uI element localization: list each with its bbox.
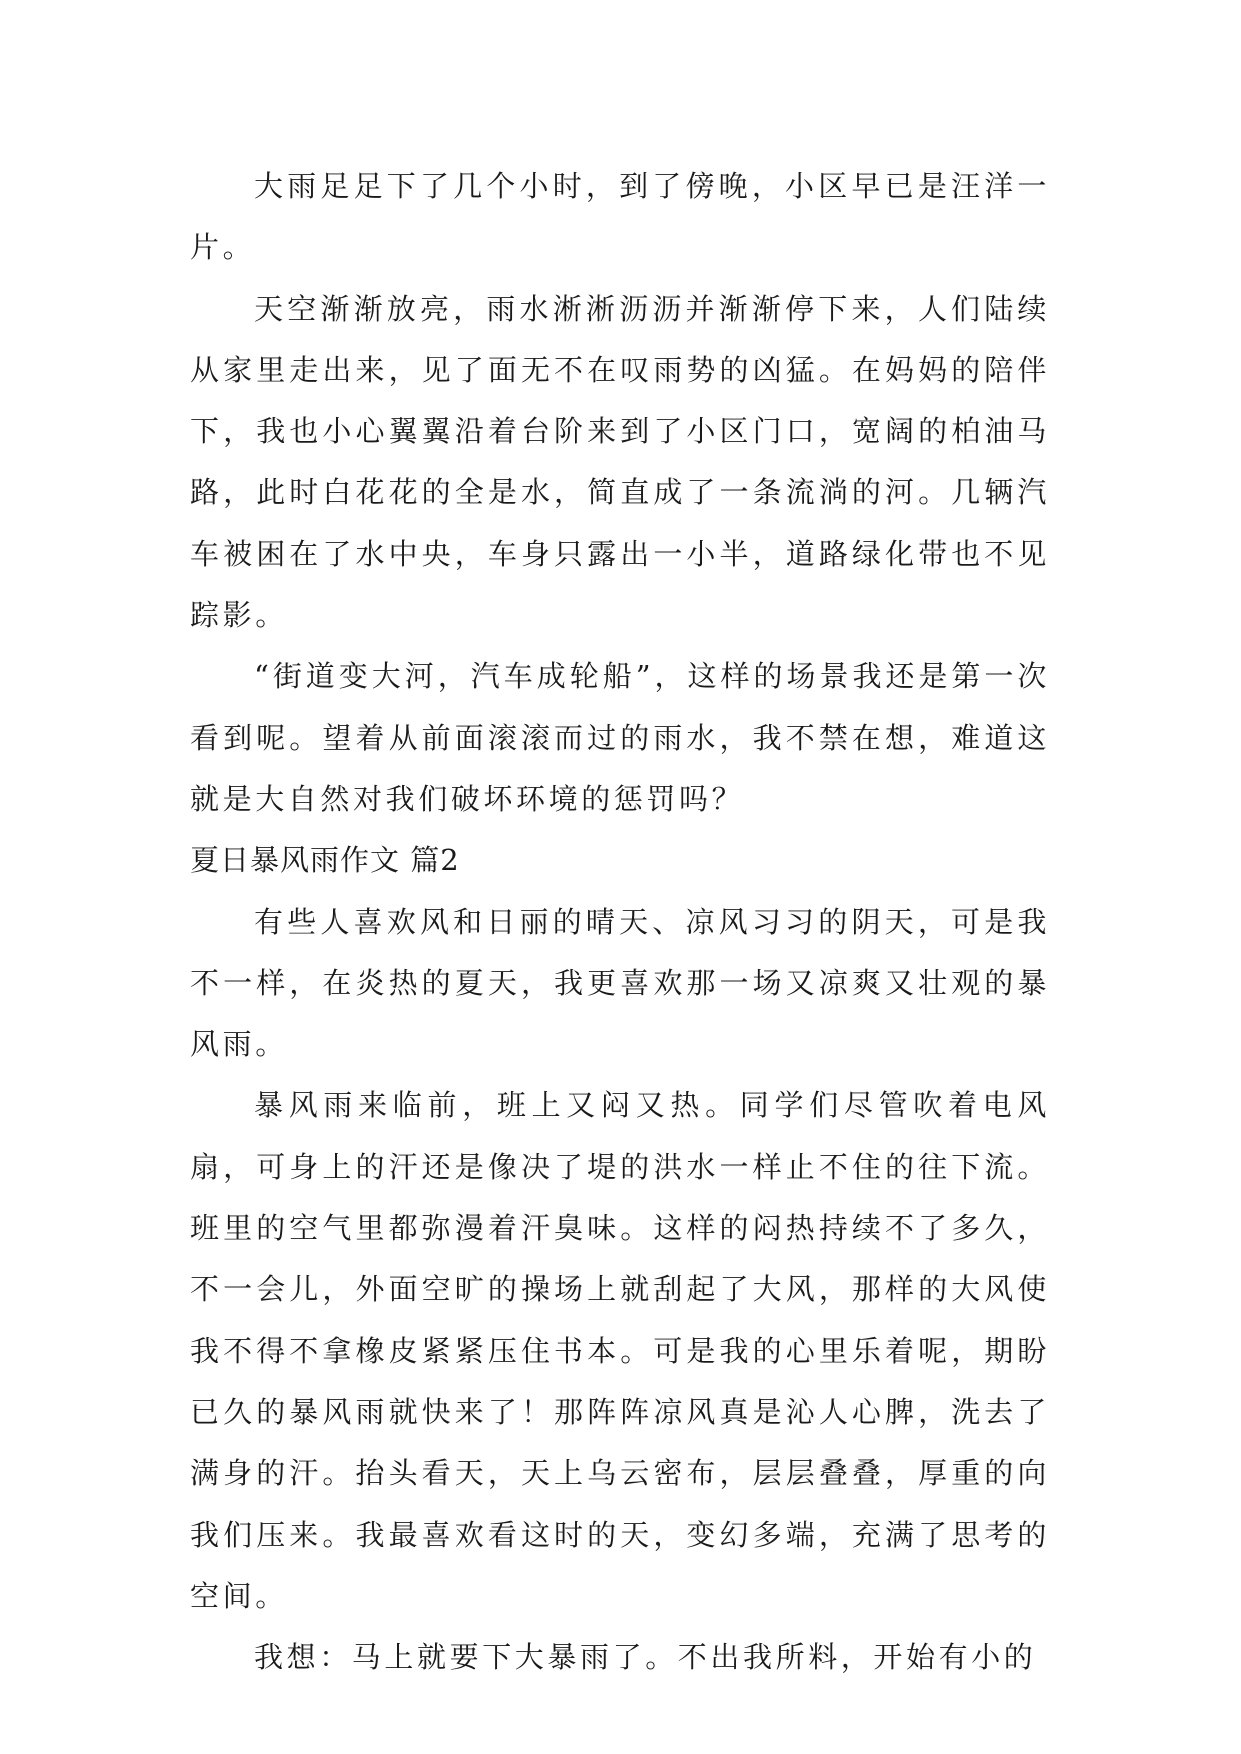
paragraph: 有些人喜欢风和日丽的晴天、凉风习习的阴天，可是我不一样，在炎热的夏天，我更喜欢那一场又凉爽又壮观的暴风雨。	[190, 904, 1050, 1062]
paragraph: 大雨足足下了几个小时，到了傍晚，小区早已是汪洋一片。	[190, 169, 1050, 265]
paragraph: 我想：马上就要下大暴雨了。不出我所料，开始有小的	[254, 1640, 1037, 1675]
paragraph: 天空渐渐放亮，雨水淅淅沥沥并渐渐停下来，人们陆续从家里走出来，见了面无不在叹雨势的凶猛。在妈妈的陪伴下，我也小心翼翼沿着台阶来到了小区门口，宽阔的柏油马路，此时白花花的全是水，简直成了一条流淌的河。几辆汽车被困在了水中央，车身只露出一小半，道路绿化带也不见踪影。	[190, 291, 1050, 633]
paragraph: “街道变大河，汽车成轮船”，这样的场景我还是第一次看到呢。望着从前面滚滚而过的雨水，我不禁在想，难道这就是大自然对我们破坏环境的惩罚吗？	[190, 659, 1050, 816]
section-heading: 夏日暴风雨作文 篇2	[190, 843, 460, 878]
paragraph: 暴风雨来临前，班上又闷又热。同学们尽管吹着电风扇，可身上的汗还是像决了堤的洪水一样止不住的往下流。班里的空气里都弥漫着汗臭味。这样的闷热持续不了多久，不一会儿，外面空旷的操场上就刮起了大风，那样的大风使我不得不拿橡皮紧紧压住书本。可是我的心里乐着呢，期盼已久的暴风雨就快来了！那阵阵凉风真是沁人心脾，洗去了满身的汗。抬头看天，天上乌云密布，层层叠叠，厚重的向我们压来。我最喜欢看这时的天，变幻多端，充满了思考的空间。	[190, 1088, 1050, 1613]
document-body	[190, 156, 1050, 1688]
